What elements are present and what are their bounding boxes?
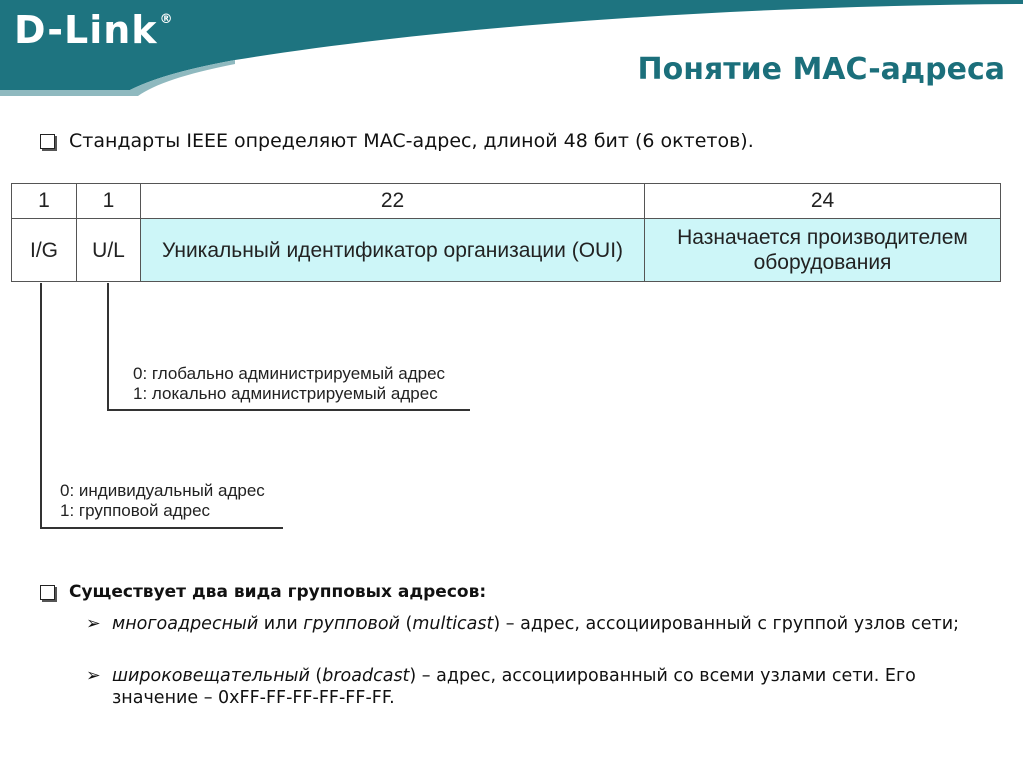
subitem-multicast [86, 613, 991, 635]
subitem-broadcast [86, 665, 991, 709]
logo-text: D-Link [14, 8, 158, 52]
field-vendor [645, 219, 1001, 282]
mac-structure-table [11, 183, 1001, 282]
term-multi: многоадресный [112, 614, 259, 634]
dlink-logo [14, 8, 174, 52]
checkbox-bullet-icon [40, 585, 55, 600]
sep: ( [399, 614, 413, 634]
subitem-text [112, 613, 991, 635]
ul-note-1: 1: локально администрируемый адрес [133, 384, 438, 403]
ig-note-0: 0: индивидуальный адрес [60, 481, 265, 500]
field-ig: I/G [12, 219, 77, 282]
bits-ul: 1 [77, 184, 141, 219]
sep: ( [309, 666, 323, 686]
ul-notes [133, 364, 445, 404]
arrow-bullet-icon: ➢ [86, 666, 101, 686]
field-oui-text: Уникальный идентификатор организации (OUI) [161, 238, 624, 262]
registered-mark: ® [159, 12, 174, 28]
slide-title: Понятие MAC-адреса [637, 52, 1005, 87]
bullet-text: Стандарты IEEE определяют MAC-адрес, длиной 48 бит (6 октетов). [69, 130, 754, 152]
checkbox-bullet-icon [40, 134, 55, 149]
bits-ig: 1 [12, 184, 77, 219]
sep: или [258, 614, 304, 634]
term-broadcast-ru: широковещательный [112, 666, 310, 686]
ig-notes [60, 481, 265, 521]
field-oui [141, 219, 645, 282]
ig-note-1: 1: групповой адрес [60, 501, 211, 520]
field-vendor-text: Назначается производителем оборудования [677, 226, 968, 274]
bullet-text: Существует два вида групповых адресов: [69, 582, 487, 602]
ul-note-0: 0: глобально администрируемый адрес [133, 364, 446, 383]
subitem-text [112, 665, 991, 709]
rest: ) – адрес, ассоциированный с группой узлов сети; [493, 614, 960, 634]
bits-row [12, 184, 1001, 219]
fields-row [12, 219, 1001, 282]
term-group: групповой [303, 614, 400, 634]
term-en: multicast [412, 614, 494, 634]
bits-oui: 22 [141, 184, 645, 219]
term-en: broadcast [322, 666, 410, 686]
rest: ) – адрес, ассоциированный со всеми узлами сети. Его значение – 0xFF-FF-FF-FF-FF-FF. [112, 666, 916, 708]
bits-vendor: 24 [645, 184, 1001, 219]
arrow-bullet-icon: ➢ [86, 614, 101, 634]
field-ul: U/L [77, 219, 141, 282]
bullet-ieee-standard [40, 130, 754, 152]
bullet-group-addresses [40, 582, 486, 602]
